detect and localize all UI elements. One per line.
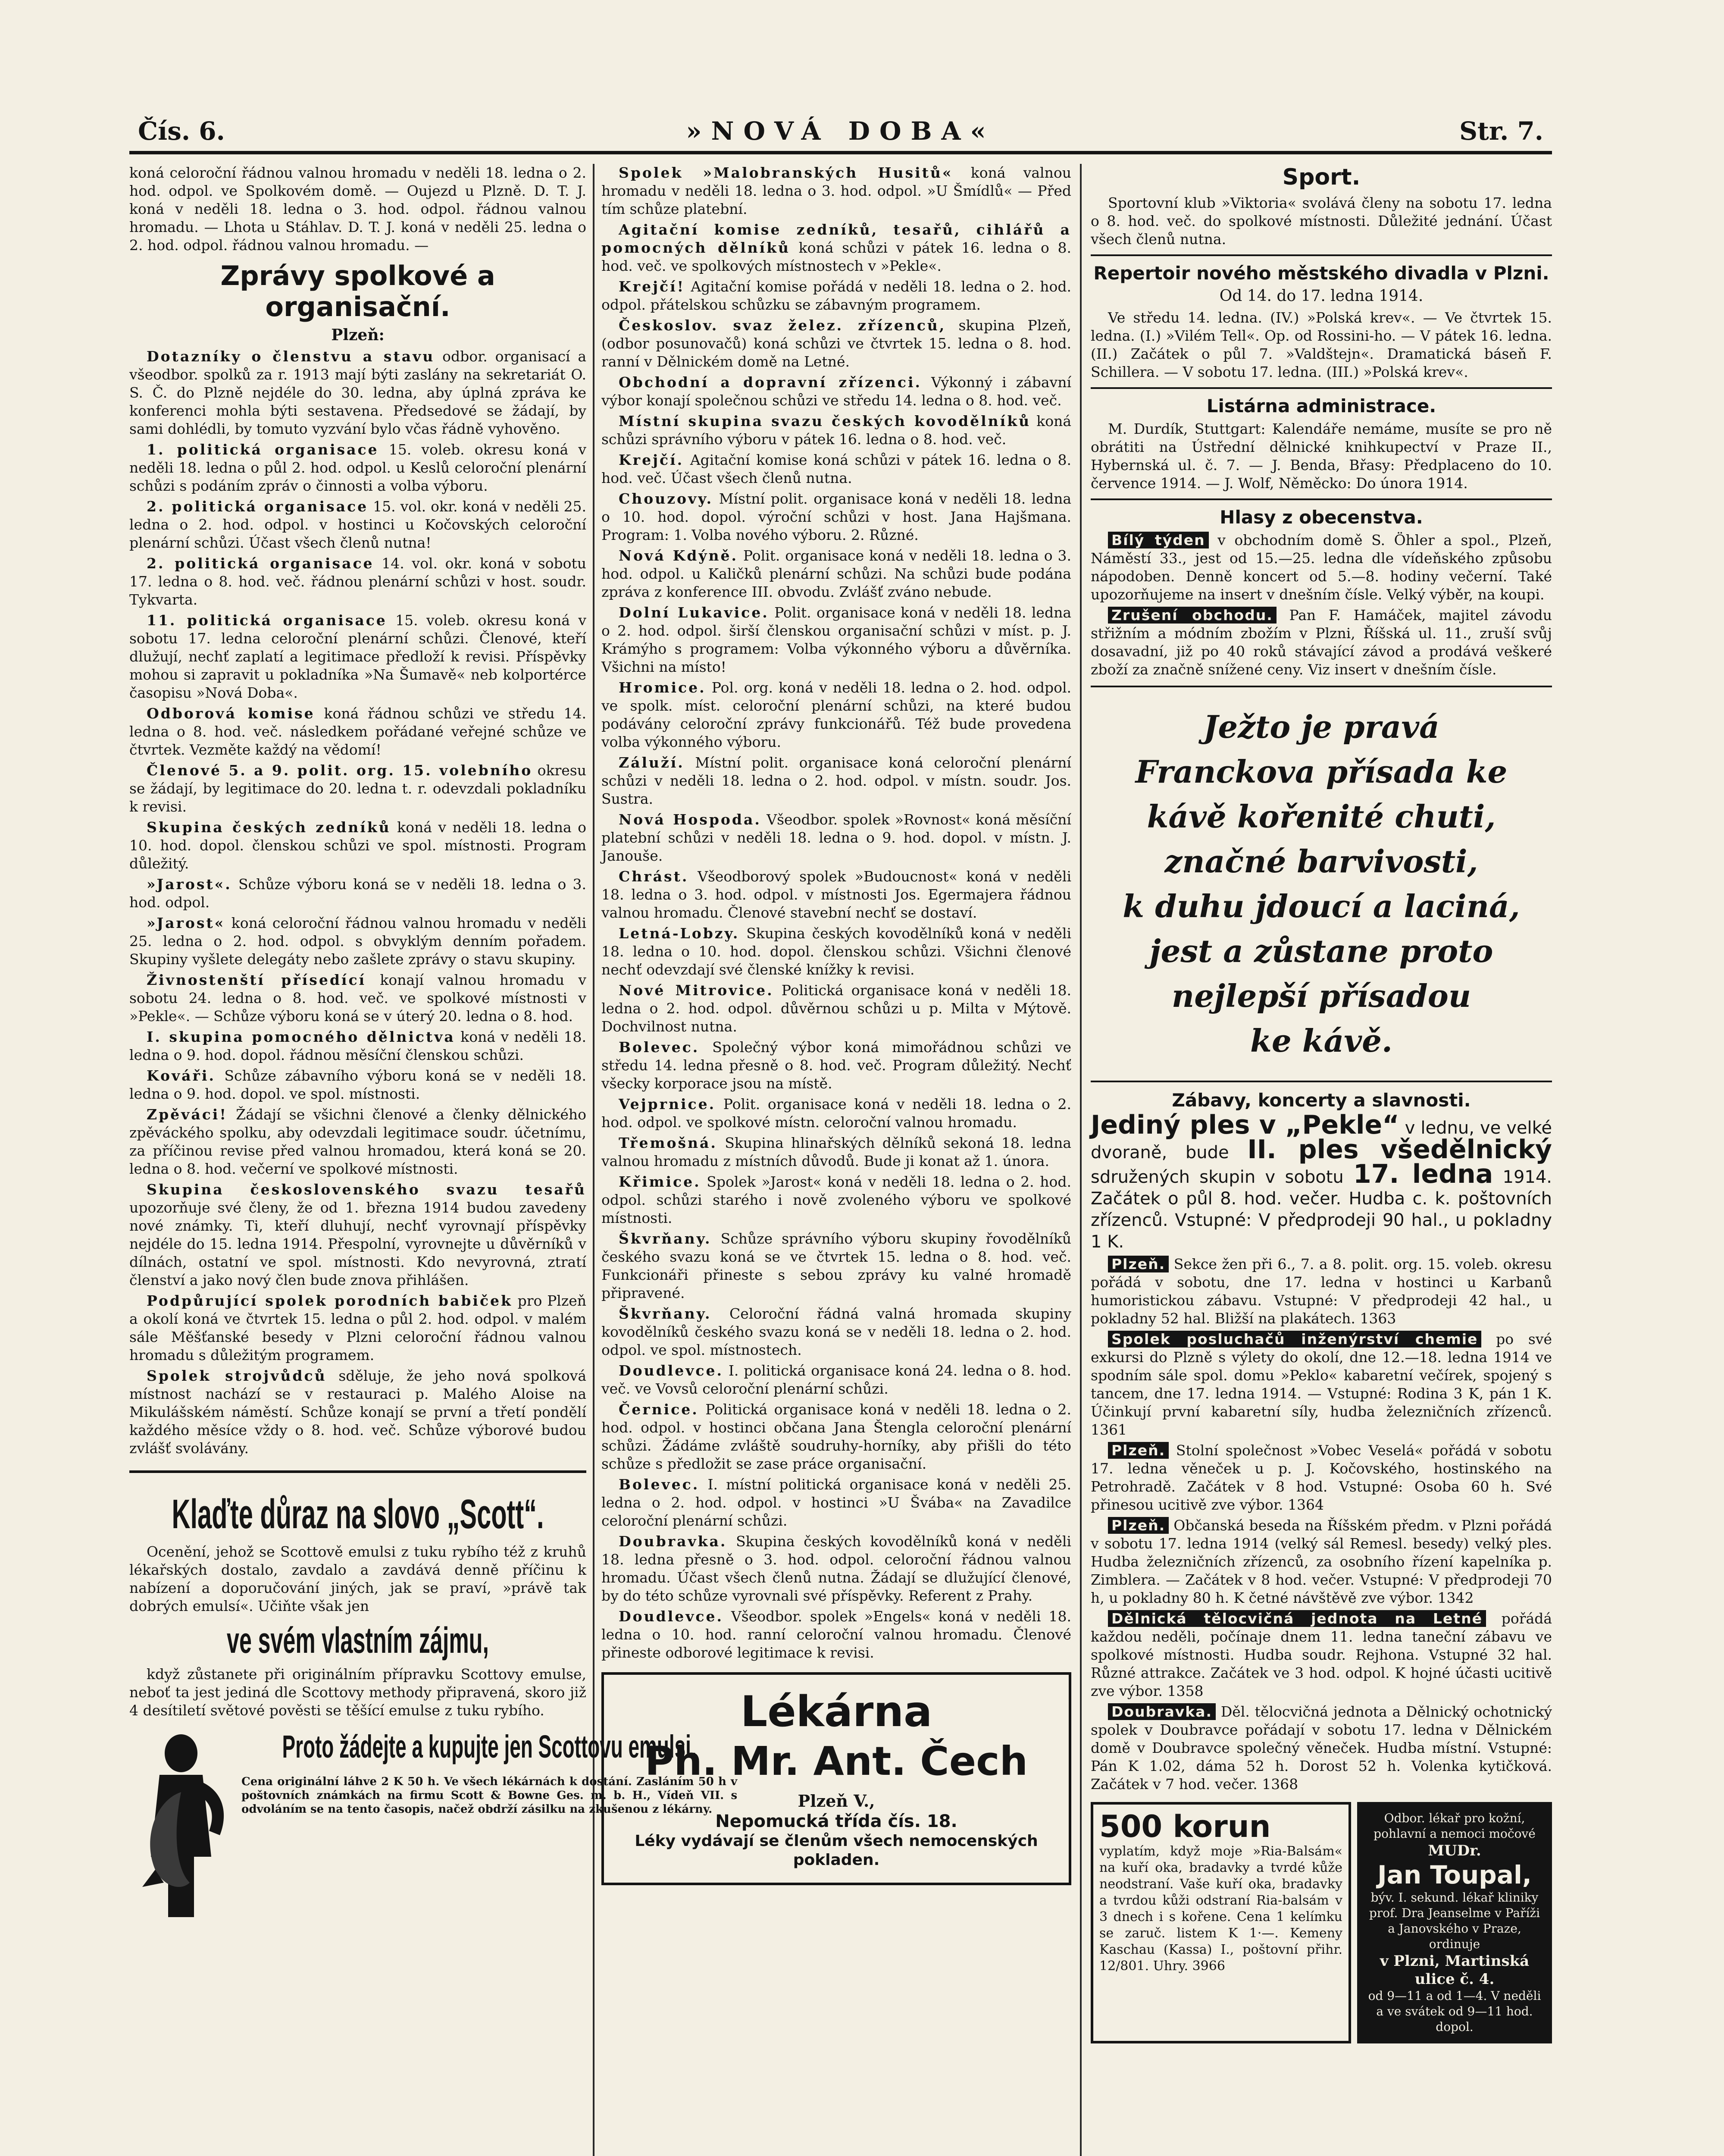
notice-lead: Škvrňany. <box>619 1305 712 1322</box>
zabavy-list <box>1091 1255 1552 1793</box>
notice-text: 15. vol. okr. koná v neděli 25. ledna o 2. hod. odpol. v hostinci u Kočovských celoroční plenární schůzi. Účast všech členů nutna! <box>129 498 586 551</box>
notice-paragraph <box>601 451 1071 487</box>
notice-paragraph <box>601 1401 1071 1473</box>
notice-paragraph <box>1091 531 1552 604</box>
notice-lead: Místní skupina svazu českých kovodělníků <box>619 413 1031 429</box>
ria-balsam-advertisement <box>1091 1802 1351 2043</box>
notice-text: 15. voleb. okresu koná v neděli 18. ledna o půl 2. hod. odpol. u Keslů celoroční plenární schůzi s podáním zpráv o činnosti a volba výboru. <box>129 441 586 494</box>
notice-lead: Škvrňany. <box>619 1230 712 1247</box>
notice-lead: Českoslov. svaz želez. zřízenců, <box>619 317 946 334</box>
notice-paragraph <box>129 971 586 1025</box>
scott-midline: ve svém vlastním zájmu, <box>227 1620 489 1661</box>
notice-lead: Zpěváci! <box>147 1106 228 1123</box>
section-heading-zpravy: Zprávy spolkové a organisační. <box>220 260 495 323</box>
notice-paragraph <box>129 348 586 438</box>
notice-text: Sekce žen při 6., 7. a 8. polit. org. 15. voleb. okresu pořádá v sobotu, dne 17. ledna v hostinci u Karbanů humoristickou zábavu. Vstupné: V předprodeji 42 hal., u pokladny 52 hal. Bližší na plakátech. 1363 <box>1091 1256 1552 1327</box>
notice-text: 15. voleb. okresu koná v sobotu 17. ledna celoroční plenární schůzi. Členové, kteří dlužují, nechť zaplatí a legitimace předloží k revisi. Příspěvky mohou si zapravit u pokladníka »Na Šumavě« neb kolportérce časopisu »Nová Doba«. <box>129 612 586 701</box>
franck-line: ke kávě. <box>1250 1022 1392 1059</box>
notice-lead: I. skupina pomocného dělnictva <box>147 1028 455 1045</box>
column-3 <box>1091 164 1552 2156</box>
notice-text: Místní polit. organisace koná v neděli 18. ledna o 10. hod. dopol. výroční schůzi v host. Jana Hajšmana. Program: 1. Volba nového výboru. 2. Různé. <box>601 490 1071 543</box>
notice-text: koná celoroční řádnou valnou hromadu v neděli 25. ledna o 2. hod. odpol. s obvyklým denním pořadem. Skupiny vyšlete delegáty nebo zašlete zprávy o stavu skupiny. <box>129 915 586 968</box>
scott-fine-print: Cena originální láhve 2 K 50 h. Ve všech lékárnách k dostání. Zasláním 50 h v poštovních známkách na firmu Scott & Bowne Ges. m. b. H., Vídeň VII. s odvoláním se na tento časopis, načež obdrží zásilku na zkušenou z lékárny. <box>241 1775 738 1816</box>
notice-lead: Černice. <box>619 1401 699 1418</box>
notice-text: Stolní společnost »Vobec Veselá« pořádá v sobotu 17. ledna věneček u p. J. Kočovského, hostinského na Petrohradě. Začátek v 8 hod. Vstupné: Osoba 60 h. Své přinesou ucitivě zve výbor. 1364 <box>1091 1442 1552 1513</box>
notice-lead: Letná-Lobzy. <box>619 925 740 942</box>
notice-text: Pol. org. koná v neděli 18. ledna o 2. hod. odpol. ve spolk. míst. celoroční plenární schůzi, na které budou podávány celoroční zprávy funkcionářů. Též bude provedena volba výkonného výboru. <box>601 679 1071 750</box>
divider <box>1091 254 1552 256</box>
pharmacy-note: Léky vydávají se členům všech nemocenských pokladen. <box>635 1832 1038 1869</box>
notice-paragraph <box>601 811 1071 865</box>
ples-announcement: Jediný ples v „Pekle“ v lednu, ve velké dvoraně, bude II. ples všedělnický sdružených skupin v sobotu 17. ledna 1914. Začátek o půl 8. hod. večer. Hudba c. k. poštovních zřízenců. Vstupné: V předprodeji 90 hal., u pokladny 1 K. <box>1091 1110 1552 1252</box>
notice-lead: Bílý týden <box>1108 532 1209 548</box>
notice-text: Spolek »Jarost« koná v neděli 18. ledna o 2. hod. odpol. schůzi starého i nově zvoleného výboru ve spolkové místnosti. <box>601 1173 1071 1226</box>
notice-lead: Skupina československého svazu tesařů <box>147 1181 586 1198</box>
notice-lead: Nová Hospoda. <box>619 811 761 828</box>
notice-text: pořádá každou neděli, počínaje dnem 11. ledna taneční zábavu ve spolkové místnosti. Hudba soudr. Rejhona. Vstupné 32 hal. Různé attrakce. Začátek ve 3 hod. odpol. K hojné účasti ucitivě zve výbor. 1358 <box>1091 1610 1552 1699</box>
listarna-text: M. Durdík, Stuttgart: Kalendáře nemáme, musíte se pro ně obrátiti na Ústřední dělnické knihkupectví v Praze II., Hybernská ul. č. 7. — J. Benda, Břasy: Předplaceno do 10. července 1914. — J. Wolf, Něměcko: Do února 1914. <box>1091 420 1552 492</box>
toupal-name: Jan Toupal, <box>1377 1860 1532 1890</box>
notice-paragraph <box>601 1305 1071 1359</box>
notice-lead: Doudlevce. <box>619 1362 723 1379</box>
toupal-hours: od 9—11 a od 1—4. V neděli a ve svátek od 9—11 hod. dopol. <box>1368 1989 1541 2034</box>
notice-lead: Členové 5. a 9. polit. org. 15. volebního <box>147 762 533 779</box>
notice-text: Společný výbor koná mimořádnou schůzi ve středu 14. ledna přesně o 8. hod. več. Program důležitý. Nechť všecky korporace jsou na místě. <box>601 1039 1071 1092</box>
notice-text: Politická organisace koná v neděli 18. ledna o 2. hod. odpol. důvěrnou schůzi u p. Milta v Mýtově. Dochvilnost nutna. <box>601 982 1071 1035</box>
notice-paragraph <box>601 1362 1071 1398</box>
ria-balsam-headline: 500 korun <box>1099 1809 1271 1844</box>
notice-paragraph <box>601 924 1071 979</box>
notice-lead: Podpůrující spolek porodních babiček <box>147 1292 513 1309</box>
notice-paragraph <box>601 604 1071 676</box>
page-number: Str. 7. <box>1459 116 1543 146</box>
notice-text: koná valnou hromadu v neděli 18. ledna o 3. hod. odpol. »U Šmídlů« — Před tím schůze platební. <box>601 164 1071 217</box>
notice-lead: Dělnická tělocvičná jednota na Letné <box>1108 1610 1486 1627</box>
scott-call-to-action: Proto žádejte a kupujte jen Scottovu emulsi. <box>282 1729 697 1764</box>
notice-text: Všeodbor. spolek »Rovnost« koná měsíční platební schůzi v neděli 18. ledna o 9. hod. dopol. v místn. J. Janouše. <box>601 811 1071 864</box>
intro-paragraph: koná celoroční řádnou valnou hromadu v neděli 18. ledna o 2. hod. odpol. ve Spolkovém domě. — Oujezd u Plzně. D. T. J. koná v neděli 18. ledna o 3. hod. odpol. řádnou valnou hromadu. — Lhota u Stáhlav. D. T. J. koná v neděli 25. ledna o 2. hod. odpol. řádnou valnou hromadu. — <box>129 164 586 254</box>
notice-lead: Skupina českých zedníků <box>147 819 391 836</box>
notice-paragraph <box>601 868 1071 922</box>
notice-text: koná v neděli 18. ledna o 9. hod. dopol. řádnou měsíční členskou schůzi. <box>129 1028 586 1063</box>
column-2 <box>601 164 1071 2156</box>
column-rule-2 <box>1080 164 1082 2156</box>
notice-paragraph <box>601 679 1071 751</box>
notice-lead: Dotazníky o členstvu a stavu <box>147 348 435 365</box>
notice-paragraph <box>601 1532 1071 1605</box>
notice-paragraph <box>129 1067 586 1103</box>
franck-line: kávě kořenité chuti, <box>1147 798 1496 835</box>
section-subheading-plzen: Plzeň: <box>331 326 385 344</box>
zabavy-heading: Zábavy, koncerty a slavnosti. <box>1172 1090 1471 1111</box>
notice-text: Místní polit. organisace koná celoroční plenární schůzi v neděli 18. ledna o 2. hod. odpol. v místn. soudr. Jos. Sustra. <box>601 754 1071 807</box>
notice-lead: Doubravka. <box>1108 1703 1216 1720</box>
divider <box>1091 498 1552 500</box>
header-rule <box>129 151 1552 154</box>
bottom-advertisements <box>1091 1802 1552 2043</box>
notice-lead: Bolevec. <box>619 1039 700 1056</box>
notice-text: Agitační komise koná schůzi v pátek 16. ledna o 8. hod. več. Účast všech členů nutna. <box>601 451 1071 486</box>
notice-text: koná schůzi správního výboru v pátek 16. ledna o 8. hod. več. <box>601 413 1071 448</box>
notice-lead: »Jarost« <box>147 915 225 931</box>
notice-text: I. politická organisace koná 24. ledna o 8. hod. več. ve Vovsů celoroční plenární schůzi. <box>601 1362 1071 1397</box>
pharmacy-city: Plzeň V., <box>798 1791 875 1811</box>
notice-paragraph <box>601 1230 1071 1302</box>
notice-lead: 1. politická organisace <box>147 441 379 458</box>
notice-text: Schůze zábavního výboru koná se v neděli 18. ledna o 9. hod. dopol. ve spol. místnosti. <box>129 1067 586 1102</box>
notice-list <box>601 164 1071 1662</box>
notice-lead: 2. politická organisace <box>147 555 374 572</box>
notice-paragraph <box>601 221 1071 275</box>
notice-paragraph <box>129 1181 586 1289</box>
notice-paragraph <box>601 317 1071 371</box>
notice-text: 14. vol. okr. koná v sobotu 17. ledna o 8. hod. več. řádnou plenární schůzi v host. soudr. Tykvarta. <box>129 555 586 608</box>
notice-text: Žádají se všichni členové a členky dělnického zpěváckého spolku, aby odevzdali legitimace soudr. účetnímu, za příčinou revise před valnou hromadou, která koná se 20. ledna o 8. hod. večerní ve spolkové místnosti. <box>129 1106 586 1177</box>
notice-paragraph <box>601 1095 1071 1131</box>
notice-text: koná v neděli 18. ledna o 10. hod. dopol. členskou schůzi ve spol. místnosti. Program důležitý. <box>129 819 586 872</box>
notice-lead: Obchodní a dopravní zřízenci. <box>619 374 922 391</box>
toupal-specialty: Odbor. lékař pro kožní, pohlavní a nemoci močové <box>1374 1811 1536 1841</box>
notice-paragraph <box>601 373 1071 410</box>
notice-text: Občanská beseda na Říšském předm. v Plzni pořádá v sobotu 17. ledna 1914 (velký sál Remesl. besedy) velký ples. Hudba železničních zřízenců, za osobního řízení kapelníka p. Zimblera. — Začátek v 8 hod. večer. Vstupné: V předprodeji 70 h, u pokladny 80 h. K četné návštěvě zve výbor. 1342 <box>1091 1517 1552 1606</box>
pharmacy-title: Lékárna <box>740 1687 932 1736</box>
notice-text: skupina Plzeň, (odbor posunovačů) koná schůzi ve čtvrtek 15. ledna o 8. hod. ranní v Dělnickém domě na Letné. <box>601 317 1071 370</box>
notice-paragraph <box>129 875 586 912</box>
notice-paragraph <box>601 278 1071 314</box>
newspaper-title: »NOVÁ DOBA« <box>686 116 995 146</box>
notice-lead: Záluží. <box>619 754 685 771</box>
fisherman-with-fish-illustration <box>129 1727 233 1926</box>
notice-text: I. místní politická organisace koná v neděli 25. ledna o 2. hod. odpol. v hostinci »U Švába« na Zavadilce celoroční plenární schůzi. <box>601 1476 1072 1529</box>
notice-lead: Krejčí. <box>619 451 684 468</box>
notice-lead: Hromice. <box>619 679 706 696</box>
notice-text: koná řádnou schůzi ve středu 14. ledna o 8. hod. več. následkem pořádané veřejné schůze ve čtvrtek. Vezměte každý na vědomí! <box>129 705 586 758</box>
notice-lead: Dolní Lukavice. <box>619 604 769 621</box>
notice-paragraph <box>601 1134 1071 1170</box>
notice-lead: Doubravka. <box>619 1533 727 1550</box>
notice-lead: 11. politická organisace <box>147 612 387 629</box>
scott-headline: Klaďte důraz na slovo „Scott“. <box>172 1491 544 1537</box>
repertoire-heading: Repertoir nového městského divadla v Plzni. <box>1093 263 1549 284</box>
notice-paragraph <box>1091 1517 1552 1607</box>
sport-text: Sportovní klub »Viktoria« svolává členy na sobotu 17. ledna o 8. hod. več. do spolkové místnosti. Důležité jednání. Účast všech členů nutna. <box>1091 194 1552 248</box>
notice-text: Všeodborový spolek »Budoucnost« koná v neděli 18. ledna o 3. hod. odpol. v místnosti Jos. Egermajera řádnou valnou hromadu. Členové stavební nechť se dostaví. <box>601 868 1071 921</box>
pharmacy-advertisement <box>601 1672 1071 1885</box>
repertoire-dates: Od 14. do 17. ledna 1914. <box>1219 287 1424 305</box>
notice-text: Skupina českých kovodělníků koná v neděli 18. ledna přesně o 3. hod. odpol. celoroční řádnou valnou hromadu. Účast všech členů nutna. Žádají se dlužující členové, by do této schůze vyrovnali své příspěvky. Referent z Prahy. <box>601 1533 1071 1604</box>
notice-lead: Bolevec. <box>619 1476 700 1493</box>
notice-text: Skupina českých kovodělníků koná v neděli 18. ledna o 10. hod. dopol. členskou schůzi. Všichni členové nechť odevzdají své členské knížky k revisi. <box>601 925 1071 978</box>
notice-paragraph <box>129 1367 586 1457</box>
notice-paragraph <box>129 1028 586 1064</box>
notice-paragraph <box>601 1476 1071 1530</box>
notice-lead: Spolek »Malobranských Husitů« <box>619 164 953 181</box>
notice-paragraph <box>129 1106 586 1178</box>
notice-paragraph <box>601 754 1071 808</box>
hlasy-heading: Hlasy z obecenstva. <box>1220 507 1423 528</box>
franck-line: nejlepší přísadou <box>1171 978 1471 1014</box>
notice-paragraph <box>129 441 586 495</box>
notice-paragraph <box>601 412 1071 448</box>
notice-paragraph <box>1091 1442 1552 1514</box>
notice-text: Schůze výboru koná se v neděli 18. ledna o 3. hod. odpol. <box>129 876 586 911</box>
notice-paragraph <box>601 1608 1071 1662</box>
scott-text-1: Ocenění, jehož se Scottově emulsi z tuku rybího též z kruhů lékařských dostalo, zavdalo a zavdává denně příčinu k nabízení a doporučování jiných, jak se praví, »právě tak dobrých emulsí«. Učiňte však jen <box>129 1543 586 1614</box>
toupal-bio: býv. I. sekund. lékař kliniky prof. Dra Jeanselme v Paříži a Janovského v Praze, ordinuje <box>1369 1890 1540 1951</box>
notice-lead: Plzeň. <box>1108 1256 1169 1272</box>
franck-coffee-advertisement <box>1091 686 1552 1082</box>
notice-paragraph <box>601 164 1071 218</box>
notice-paragraph <box>601 981 1071 1036</box>
notice-text: po své exkursi do Plzně s výlety do okolí, dne 12.—18. ledna 1914 ve spodním sále spol. domu »Peklo« kabaretní večírek, spojený s tancem, dne 17. ledna 1914. — Vstupné: Rodina 3 K, pán 1 K. Účinkují první kabaretní síly, hudba železničních zřízenců. 1361 <box>1091 1331 1552 1438</box>
notice-text: Všeodbor. spolek »Engels« koná v neděli 18. ledna o 10. hod. ranní celoroční valnou hromadu. Členové přineste odborové legitimace k revisi. <box>601 1608 1071 1661</box>
notice-lead: Živnostenští přísedící <box>147 971 366 988</box>
hlasy-list <box>1091 531 1552 679</box>
notice-paragraph <box>129 818 586 873</box>
notice-text: v obchodním domě S. Öhler a spol., Plzeň, Náměstí 33., jest od 15.—25. ledna dle vídeňského způsobu nápodoben. Denně koncert od 5.—8. hodiny večerní. Také upozorňujeme na insert v dnešním čísle. Velký výběr, na koupi. <box>1091 532 1552 603</box>
notice-paragraph <box>129 555 586 609</box>
notice-paragraph <box>129 1292 586 1364</box>
notice-lead: Agitační komise zedníků, tesařů, cihlářů a pomocných dělníků <box>601 221 1071 256</box>
notice-lead: Kováři. <box>147 1067 216 1084</box>
issue-number: Čís. 6. <box>138 116 225 146</box>
notice-text: Polit. organisace koná v neděli 18. ledna o 2. hod. odpol. širší členskou organisační schůzi v míst. p. J. Krámýho s programem: Volba výkonného výboru a důvěrníka. Všichni na místo! <box>601 604 1071 675</box>
notice-paragraph <box>129 498 586 552</box>
notice-text: Pan F. Hamáček, majitel závodu střižním a módním zbožím v Plzni, Říšská ul. 11., zruší svůj dosavadní, již po 40 roků stávající závod a prodává veškeré zboží za značně snížené ceny. Viz insert v dnešním čísle. <box>1091 607 1552 678</box>
notice-lead: Vejprnice. <box>619 1096 716 1112</box>
ria-balsam-text: vyplatím, když moje »Ria-Balsám« na kuří oka, bradavky a tvrdé kůže neodstraní. Vaše kuří oka, bradavky a tvrdou kůži odstraní Ria-balsám v 3 dnech i s kořene. Cena 1 kelímku se zaruč. listem K 1·—. Kemeny Kaschau (Kassa) I., poštovní přihr. 12/801. Uhry. 3966 <box>1099 1844 1342 1974</box>
notice-lead: »Jarost«. <box>147 876 232 893</box>
notice-text: Děl. tělocvičná jednota a Dělnický ochotnický spolek v Doubravce pořádají v sobotu 17. ledna v Dělnickém domě v Doubravce společný věneček. Hudba místní. Vstupné: Pán K 1.02, dáma 52 h. Dorost 52 h. Volenka kytičková. Začátek v 7 hod. večer. 1368 <box>1091 1703 1552 1792</box>
toupal-title: MUDr. <box>1428 1842 1481 1859</box>
franck-line: Ježto je pravá <box>1203 708 1439 745</box>
notice-text: upozorňuje své členy, že od 1. března 1914 budou zavedeny nové známky. Ti, kteří dluhují, nechť vyrovnají příspěvky nejdéle do 15. ledna 1914. Přespolní, vyrovnejte u důvěrníků v dílnách, ostatní ve spol. místnosti. Kdo nevyrovná, ztratí členství a jako nový člen bude znova přihlášen. <box>129 1199 586 1288</box>
notice-paragraph <box>601 490 1071 544</box>
notice-lead: Spolek strojvůdců <box>147 1367 327 1384</box>
notice-text: Politická organisace koná v neděli 18. ledna o 2. hod. odpol. v hostinci občana Jana Štengla celoroční plenární schůzi. Žádáme zvláště soudruhy-horníky, aby přišli do této schůze s předložit se zase práce organisační. <box>601 1401 1071 1472</box>
notice-list <box>129 348 586 1457</box>
notice-lead: Plzeň. <box>1108 1517 1169 1534</box>
notice-paragraph <box>1091 606 1552 679</box>
notice-paragraph <box>601 547 1071 601</box>
page-header <box>129 112 1552 151</box>
notice-text: sděluje, že jeho nová spolková místnost nachází se v restauraci p. Malého Aloise na Mikulášském náměstí. Schůze konají se první a třetí pondělí každého měsíce vždy o 8. hod. več. Schůze výborové budou zvlášť svolávány. <box>129 1367 586 1457</box>
franck-line: jest a zůstane proto <box>1149 933 1493 969</box>
divider <box>1091 387 1552 389</box>
pharmacy-owner: Ph. Mr. Ant. Čech <box>645 1738 1028 1784</box>
notice-paragraph <box>601 1173 1071 1227</box>
franck-line: Franckova přísada ke <box>1135 753 1508 790</box>
notice-paragraph <box>129 914 586 968</box>
doctor-toupal-advertisement <box>1357 1802 1552 2043</box>
notice-text: Agitační komise pořádá v neděli 18. ledna o 2. hod. odpol. přátelskou schůzku se zábavným programem. <box>601 278 1071 313</box>
notice-paragraph <box>601 1038 1071 1093</box>
notice-paragraph <box>1091 1703 1552 1793</box>
notice-lead: Krejčí! <box>619 278 685 295</box>
notice-paragraph <box>1091 1255 1552 1328</box>
pharmacy-address: Nepomucká třída čís. 18. <box>715 1811 957 1831</box>
notice-paragraph <box>129 705 586 759</box>
franck-line: k duhu jdoucí a laciná, <box>1123 888 1520 924</box>
toupal-address: v Plzni, Martinská ulice č. 4. <box>1380 1952 1530 1988</box>
notice-lead: Třemošná. <box>619 1134 717 1151</box>
notice-paragraph <box>129 761 586 816</box>
notice-text: koná schůzi v pátek 16. ledna o 8. hod. več. ve spolkových místnostech v »Pekle«. <box>601 239 1071 274</box>
notice-text: Polit. organisace koná v neděli 18. ledna o 3. hod. odpol. u Kaličků plenární schůzi. Na schůzi bude podána zpráva z konference III. obvodu. Zvlášť zváno nebude. <box>601 547 1071 600</box>
notice-lead: Spolek posluchačů inženýrství chemie <box>1108 1331 1481 1348</box>
notice-lead: Křimice. <box>619 1173 701 1190</box>
notice-lead: Nové Mitrovice. <box>619 982 774 999</box>
notice-text: Polit. organisace koná v neděli 18. ledna o 2. hod. odpol. ve spolkové místn. celoroční valnou hromadu. <box>601 1096 1071 1131</box>
franck-line: značné barvivosti, <box>1164 843 1478 880</box>
notice-text: okresu se žádají, by legitimace do 20. ledna t. r. odevzdali pokladníku k revisi. <box>129 762 586 815</box>
notice-text: Výkonný i zábavní výbor konají společnou schůzi ve středu 14. ledna o 8. hod. več. <box>601 374 1072 409</box>
notice-lead: 2. politická organisace <box>147 498 369 515</box>
notice-lead: Chouzovy. <box>619 490 713 507</box>
repertoire-text: Ve středu 14. ledna. (IV.) »Polská krev«. — Ve čtvrtek 15. ledna. (I.) »Vilém Tell«. Op. od Rossini-ho. — V pátek 16. ledna. (II.) Začátek o půl 7. »Valdštejn«. Dramatická báseň F. Schillera. — V sobotu 17. ledna. (III.) »Polská krev«. <box>1091 309 1552 380</box>
listarna-heading: Listárna administrace. <box>1206 395 1436 417</box>
notice-text: Celoroční řádná valná hromada skupiny kovodělníků českého svazu koná se v neděli 18. ledna o 2. hod. odpol. ve spol. místnostech. <box>601 1305 1071 1358</box>
notice-text: konají valnou hromadu v sobotu 24. ledna o 8. hod. več. ve spolkové místnosti v »Pekle«. — Schůze výboru koná se v úterý 20. ledna o 8. hod. <box>129 971 586 1025</box>
notice-paragraph <box>1091 1330 1552 1439</box>
notice-paragraph <box>1091 1610 1552 1700</box>
sport-heading: Sport. <box>1282 164 1361 190</box>
notice-text: pro Plzeň a okolí koná ve čtvrtek 15. ledna o půl 2. hod. odpol. v malém sále Měšťanské besedy v Plzni celoroční řádnou valnou hromadu s důležitým programem. <box>129 1292 586 1363</box>
notice-lead: Zrušení obchodu. <box>1108 607 1277 624</box>
notice-lead: Nová Kdýně. <box>619 547 738 564</box>
notice-text: Schůze správního výboru skupiny řovodělníků českého svazu koná se ve čtvrtek 15. ledna o 8. hod. več. Funkcionáři přineste s sebou zprávy ku valné hromadě připravené. <box>601 1230 1071 1301</box>
notice-text: Skupina hlinařských dělníků sekoná 18. ledna valnou hromadu z místních důvodů. Bude ji konat až 1. února. <box>601 1134 1071 1169</box>
notice-lead: Odborová komise <box>147 705 315 722</box>
notice-text: odbor. organisací a všeodbor. spolků za r. 1913 mají býti zaslány na sekretariát O. S. Č. do Plzně nejdéle do 30. ledna, aby úplná zpráva ke konferenci mohla býti sestavena. Předsedové se žádají, by sami dohlédli, by tomuto vyzvání bylo včas řádně vyhověno. <box>129 348 586 437</box>
notice-lead: Chrást. <box>619 868 689 885</box>
notice-paragraph <box>129 611 586 702</box>
scott-text-2: když zůstanete při originálním přípravku Scottovy emulse, neboť ta jest jediná dle Scottovy methody připravená, skoro již 4 desítiletí světové pověsti se těšící emulse z tuku rybího. <box>129 1666 586 1719</box>
notice-lead: Doudlevce. <box>619 1608 723 1625</box>
notice-lead: Plzeň. <box>1108 1442 1169 1459</box>
